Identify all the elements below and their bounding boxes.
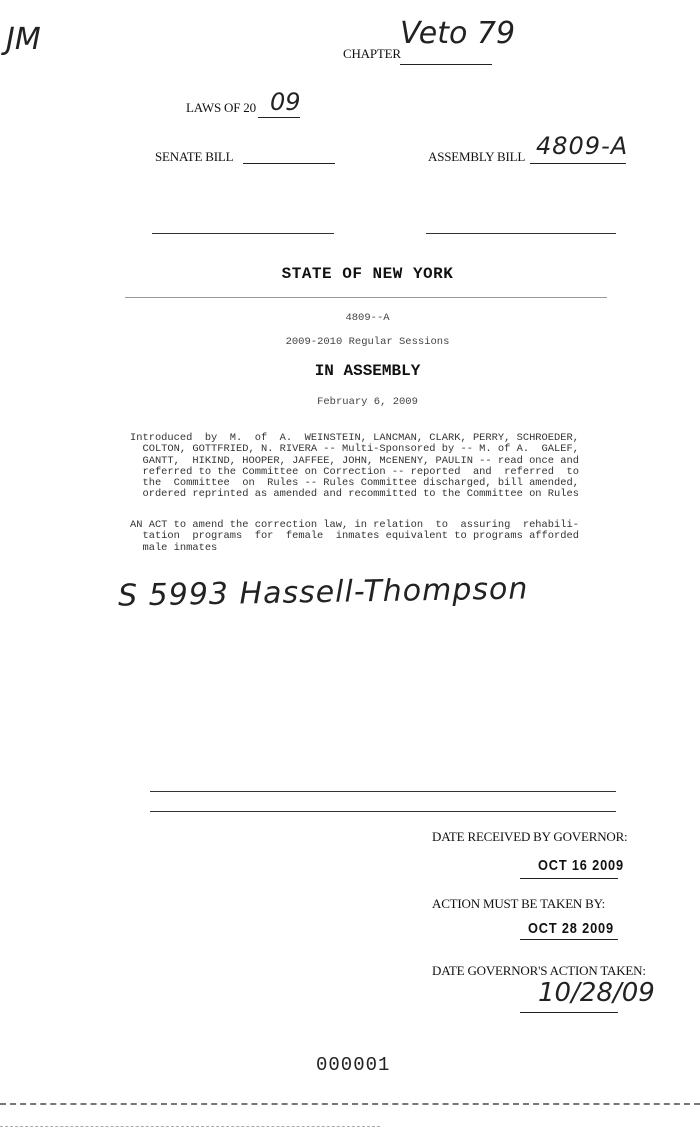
scan-edge-line xyxy=(0,1103,700,1105)
laws-line xyxy=(258,117,300,118)
act-line: tation programs for female inmates equivalent to programs afforded xyxy=(130,530,579,543)
action-taken-value: 10/28/09 xyxy=(538,978,655,1008)
assembly-bill-value: 4809-A xyxy=(536,132,629,160)
act-line: AN ACT to amend the correction law, in relation to assuring rehabili- xyxy=(130,519,579,531)
introduced-line: COLTON, GOTTFRIED, N. RIVERA -- Multi-Sponsored by -- M. of A. GALEF, xyxy=(130,443,579,456)
date-received-stamp: OCT 16 2009 xyxy=(538,857,624,874)
introduced-line: ordered reprinted as amended and recommitted to the Committee on Rules xyxy=(130,488,579,501)
introduced-line: referred to the Committee on Correction -- reported and referred to xyxy=(130,465,579,478)
chapter-value: Veto 79 xyxy=(400,16,516,51)
laws-year: 09 xyxy=(270,88,301,116)
laws-label: LAWS OF 20 xyxy=(186,100,256,115)
action-taken-line xyxy=(520,1012,618,1013)
action-must-label: ACTION MUST BE TAKEN BY: xyxy=(432,896,606,911)
chapter-line xyxy=(400,64,492,65)
action-must-line xyxy=(520,939,618,940)
page-number: 000001 xyxy=(316,1054,391,1076)
introduced-line: the Committee on Rules -- Rules Committee discharged, bill amended, xyxy=(130,477,579,490)
bottom-rule-1 xyxy=(150,791,616,792)
scan-edge-line-2 xyxy=(0,1126,380,1127)
state-rule xyxy=(125,297,607,298)
blank-line-right xyxy=(426,233,616,234)
introduced-line: Introduced by M. of A. WEINSTEIN, LANCMAN, CLARK, PERRY, SCHROEDER, xyxy=(130,432,579,444)
assembly-bill-label: ASSEMBLY BILL xyxy=(428,149,526,164)
bill-number: 4809--A xyxy=(345,312,390,324)
act-line: male inmates xyxy=(130,541,218,554)
chapter-label: CHAPTER xyxy=(343,46,401,61)
introduced-line: GANTT, HIKIND, HOOPER, JAFFEE, JOHN, McENENY, PAULIN -- read once and xyxy=(130,454,579,467)
action-taken-label: DATE GOVERNOR'S ACTION TAKEN: xyxy=(432,963,646,978)
action-must-stamp: OCT 28 2009 xyxy=(528,920,614,937)
bill-session: 2009-2010 Regular Sessions xyxy=(285,336,450,348)
act-paragraph xyxy=(130,520,579,554)
handwritten-initials: JM xyxy=(6,22,41,57)
senate-bill-line xyxy=(243,163,335,164)
date-received-line xyxy=(520,878,618,879)
blank-line-left xyxy=(152,233,334,234)
senate-bill-label: SENATE BILL xyxy=(155,149,234,164)
bottom-rule-2 xyxy=(150,811,616,812)
bill-chamber: IN ASSEMBLY xyxy=(314,362,421,380)
introduced-paragraph xyxy=(130,433,579,501)
state-title: STATE OF NEW YORK xyxy=(281,265,454,283)
assembly-bill-line xyxy=(530,163,626,164)
date-received-label: DATE RECEIVED BY GOVERNOR: xyxy=(432,829,628,844)
bill-date: February 6, 2009 xyxy=(317,396,418,408)
handwritten-note: S 5993 Hassell-Thompson xyxy=(117,571,529,614)
